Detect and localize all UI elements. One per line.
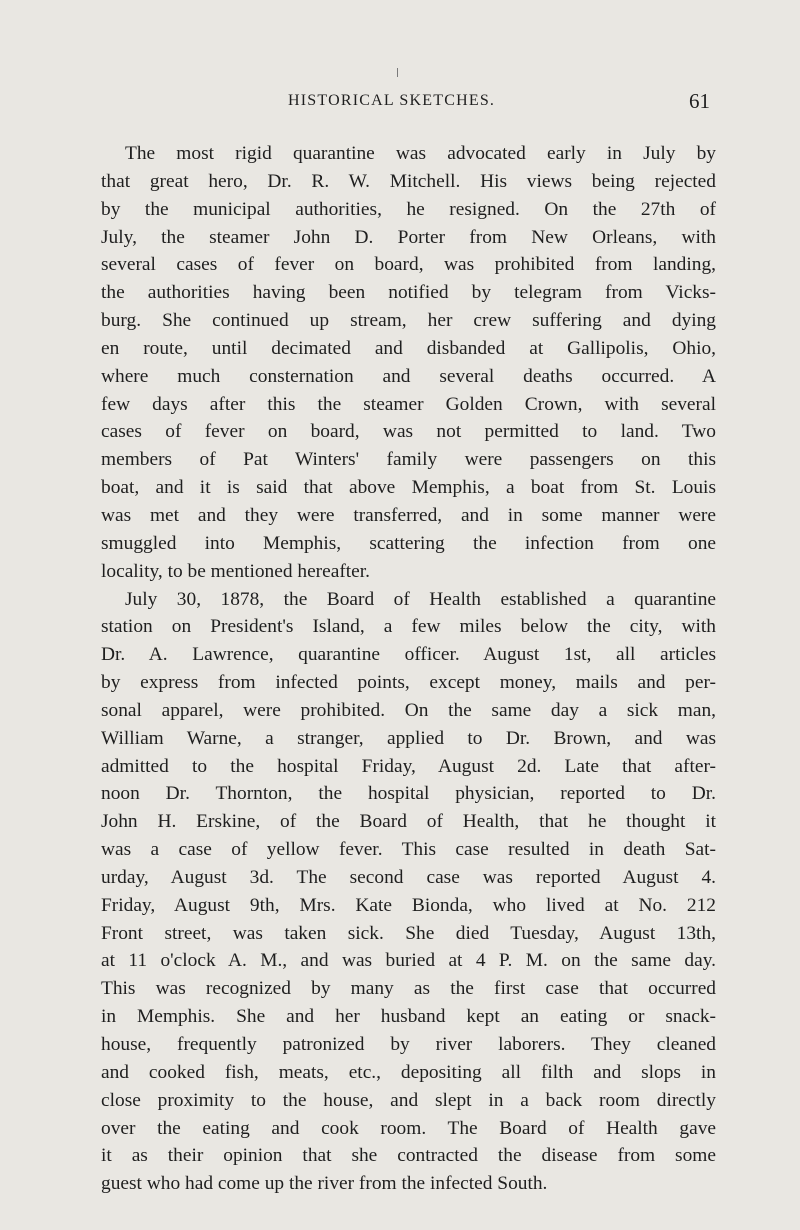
text-line: smuggled into Memphis, scattering the infection from one — [101, 532, 716, 554]
text-line: and cooked fish, meats, etc., depositing all filth and slops in — [101, 1061, 716, 1083]
text-line: where much consternation and several deaths occurred. A — [101, 365, 716, 387]
margin-mark — [397, 68, 398, 77]
text-line: close proximity to the house, and slept in a back room directly — [101, 1089, 716, 1111]
text-line: few days after this the steamer Golden Crown, with several — [101, 393, 716, 415]
text-line: urday, August 3d. The second case was reported August 4. — [101, 866, 716, 888]
text-line: locality, to be mentioned hereafter. — [101, 560, 371, 582]
text-line: was met and they were transferred, and in some manner were — [101, 504, 716, 526]
text-line: cases of fever on board, was not permitted to land. Two — [101, 421, 716, 443]
text-line: July 30, 1878, the Board of Health established a quarantine — [125, 588, 716, 610]
body-text — [101, 140, 716, 1198]
text-line: members of Pat Winters' family were passengers on this — [101, 449, 716, 471]
text-line: in Memphis. She and her husband kept an eating or snack- — [101, 1006, 716, 1028]
text-line: William Warne, a stranger, applied to Dr. Brown, and was — [101, 727, 716, 749]
text-line: Friday, August 9th, Mrs. Kate Bionda, who lived at No. 212 — [101, 894, 716, 916]
text-line: over the eating and cook room. The Board of Health gave — [101, 1117, 716, 1139]
page-header — [100, 89, 710, 122]
text-line: noon Dr. Thornton, the hospital physician, reported to Dr. — [101, 783, 716, 805]
text-line: several cases of fever on board, was prohibited from landing, — [101, 254, 716, 276]
text-line: July, the steamer John D. Porter from New Orleans, with — [101, 226, 716, 248]
page-number: 61 — [689, 89, 710, 113]
text-line: boat, and it is said that above Memphis, a boat from St. Louis — [101, 477, 716, 499]
text-line: This was recognized by many as the first case that occurred — [101, 978, 716, 1000]
text-line: en route, until decimated and disbanded at Gallipolis, Ohio, — [101, 337, 716, 359]
text-line: was a case of yellow fever. This case resulted in death Sat- — [101, 839, 716, 861]
text-line: house, frequently patronized by river laborers. They cleaned — [101, 1034, 716, 1055]
text-line: admitted to the hospital Friday, August 2d. Late that after- — [101, 755, 716, 777]
text-line: station on President's Island, a few miles below the city, with — [101, 616, 716, 638]
text-line: John H. Erskine, of the Board of Health, that he thought it — [101, 811, 716, 833]
text-line: guest who had come up the river from the infected South. — [101, 1173, 548, 1195]
text-line: Dr. A. Lawrence, quarantine officer. August 1st, all articles — [101, 644, 716, 666]
running-title: HISTORICAL SKETCHES. — [288, 92, 496, 109]
text-line: the authorities having been notified by telegram from Vicks- — [101, 282, 716, 304]
text-line: it as their opinion that she contracted the disease from some — [101, 1145, 716, 1167]
text-line: by the municipal authorities, he resigned. On the 27th of — [101, 198, 716, 220]
text-line: sonal apparel, were prohibited. On the same day a sick man, — [101, 699, 716, 721]
text-line: The most rigid quarantine was advocated early in July by — [125, 143, 716, 164]
text-line: Front street, was taken sick. She died Tuesday, August 13th, — [101, 922, 716, 944]
text-line: at 11 o'clock A. M., and was buried at 4 P. M. on the same day. — [101, 950, 716, 972]
text-line: by express from infected points, except money, mails and per- — [101, 672, 716, 694]
text-line: that great hero, Dr. R. W. Mitchell. His views being rejected — [101, 170, 716, 192]
text-line: burg. She continued up stream, her crew suffering and dying — [101, 310, 716, 332]
